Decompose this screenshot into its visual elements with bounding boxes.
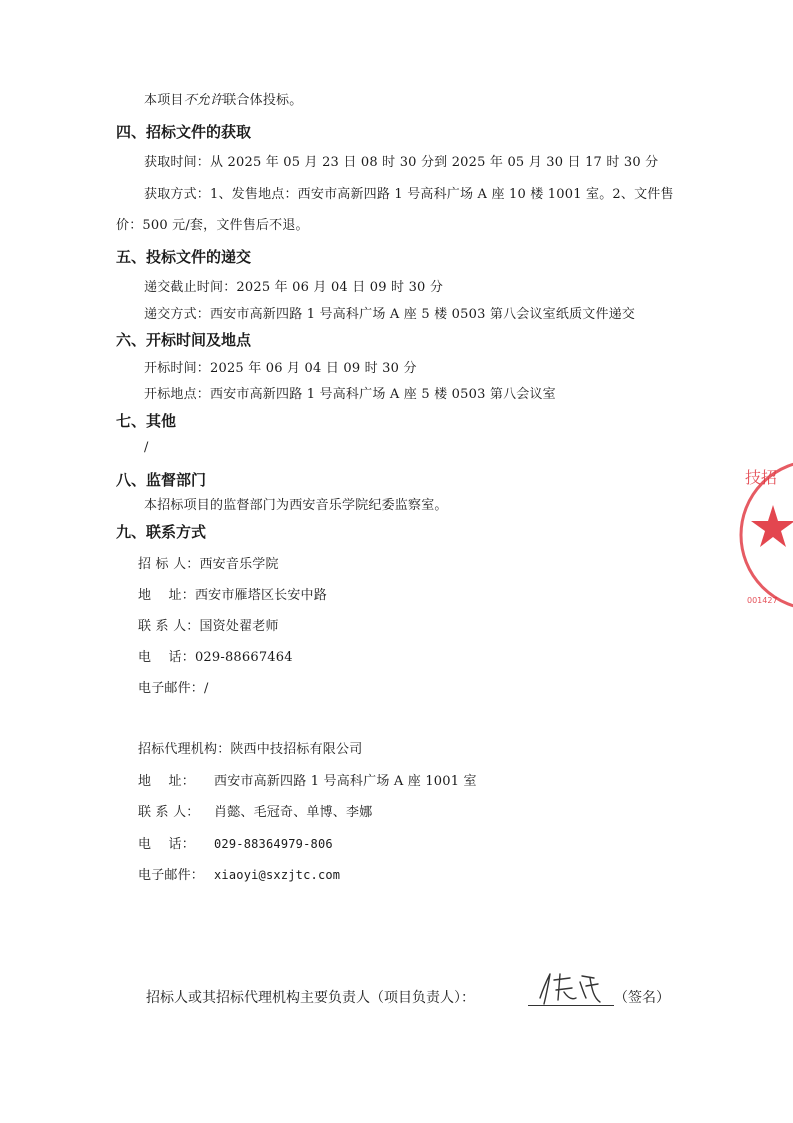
agency-address-row [138,773,477,791]
section-9-heading: 九、联系方式 [116,523,207,541]
agency-phone-label: 电 话： [138,837,195,852]
opening-place: 开标地点：西安市高新四路 1 号高科广场 A 座 5 楼 0503 第八会议室 [144,387,556,402]
joint-prefix: 本项目 [144,93,184,108]
signature-label: 招标人或其招标代理机构主要负责人（项目负责人）： [146,990,475,1006]
signature-suffix: （签名） [614,990,670,1006]
official-seal-icon [735,455,793,615]
acquisition-method-line1: 获取方式：1、发售地点：西安市高新四路 1 号高科广场 A 座 10 楼 1001 室。2、文件售 [144,187,674,202]
svg-text:001427: 001427 [747,596,778,605]
acquisition-method-line2: 价：500 元/套，文件售后不退。 [116,218,309,233]
section-5-heading: 五、投标文件的递交 [116,248,252,266]
section-8-heading: 八、监督部门 [116,471,207,489]
agency-phone-row [138,835,333,854]
tenderer-address-value: 西安市雁塔区长安中路 [194,588,327,603]
tenderer-contact-label: 联 系 人： [138,619,200,634]
joint-suffix: 联合体投标。 [223,93,303,108]
agency-phone-value: 029-88364979-806 [214,837,333,851]
submission-method: 递交方式：西安市高新四路 1 号高科广场 A 座 5 楼 0503 第八会议室纸质文件递交 [144,307,636,322]
supervision-content: 本招标项目的监督部门为西安音乐学院纪委监察室。 [144,498,448,513]
tenderer-email-row [138,680,209,698]
tenderer-contact-value: 国资处翟老师 [199,619,279,634]
tenderer-phone-label: 电 话： [138,650,195,665]
agency-name-label: 招标代理机构： [138,742,231,757]
tenderer-name-label: 招 标 人： [138,557,200,572]
section-6-heading: 六、开标时间及地点 [116,331,252,349]
acquisition-time: 获取时间：从 2025 年 05 月 23 日 08 时 30 分到 2025 年 05 月 30 日 17 时 30 分 [144,155,659,170]
section-7-heading: 七、其他 [116,412,177,430]
agency-name-row [138,741,362,759]
agency-contact-value: 肖懿、毛冠奇、单博、李娜 [214,805,373,820]
tenderer-email-label: 电子邮件： [138,681,205,696]
agency-contact-row [138,804,372,822]
agency-email-value: xiaoyi@sxzjtc.com [214,868,341,882]
section-4-heading: 四、招标文件的获取 [116,123,252,141]
agency-address-value: 西安市高新四路 1 号高科广场 A 座 1001 室 [214,774,477,789]
agency-email-label: 电子邮件： [138,868,205,883]
tenderer-address-label: 地 址： [138,588,195,603]
tenderer-phone-row [138,649,293,667]
agency-email-row [138,866,340,885]
submission-deadline: 递交截止时间：2025 年 06 月 04 日 09 时 30 分 [144,280,444,295]
joint-bid-statement [144,92,302,110]
tenderer-address-row [138,587,327,605]
agency-name-value: 陕西中技招标有限公司 [230,742,363,757]
tenderer-email-value: / [204,681,209,696]
agency-address-label: 地 址： [138,774,195,789]
agency-contact-label: 联 系 人： [138,805,200,820]
opening-time: 开标时间：2025 年 06 月 04 日 09 时 30 分 [144,361,417,376]
tenderer-name-value: 西安音乐学院 [199,557,279,572]
handwritten-signature [530,968,612,1008]
tenderer-name-row [138,556,279,574]
tenderer-contact-row [138,618,279,636]
tenderer-phone-value: 029-88667464 [194,650,293,665]
svg-text:技招: 技招 [745,468,778,487]
joint-emphasis: 不允许 [183,93,224,108]
other-content: / [144,440,149,455]
